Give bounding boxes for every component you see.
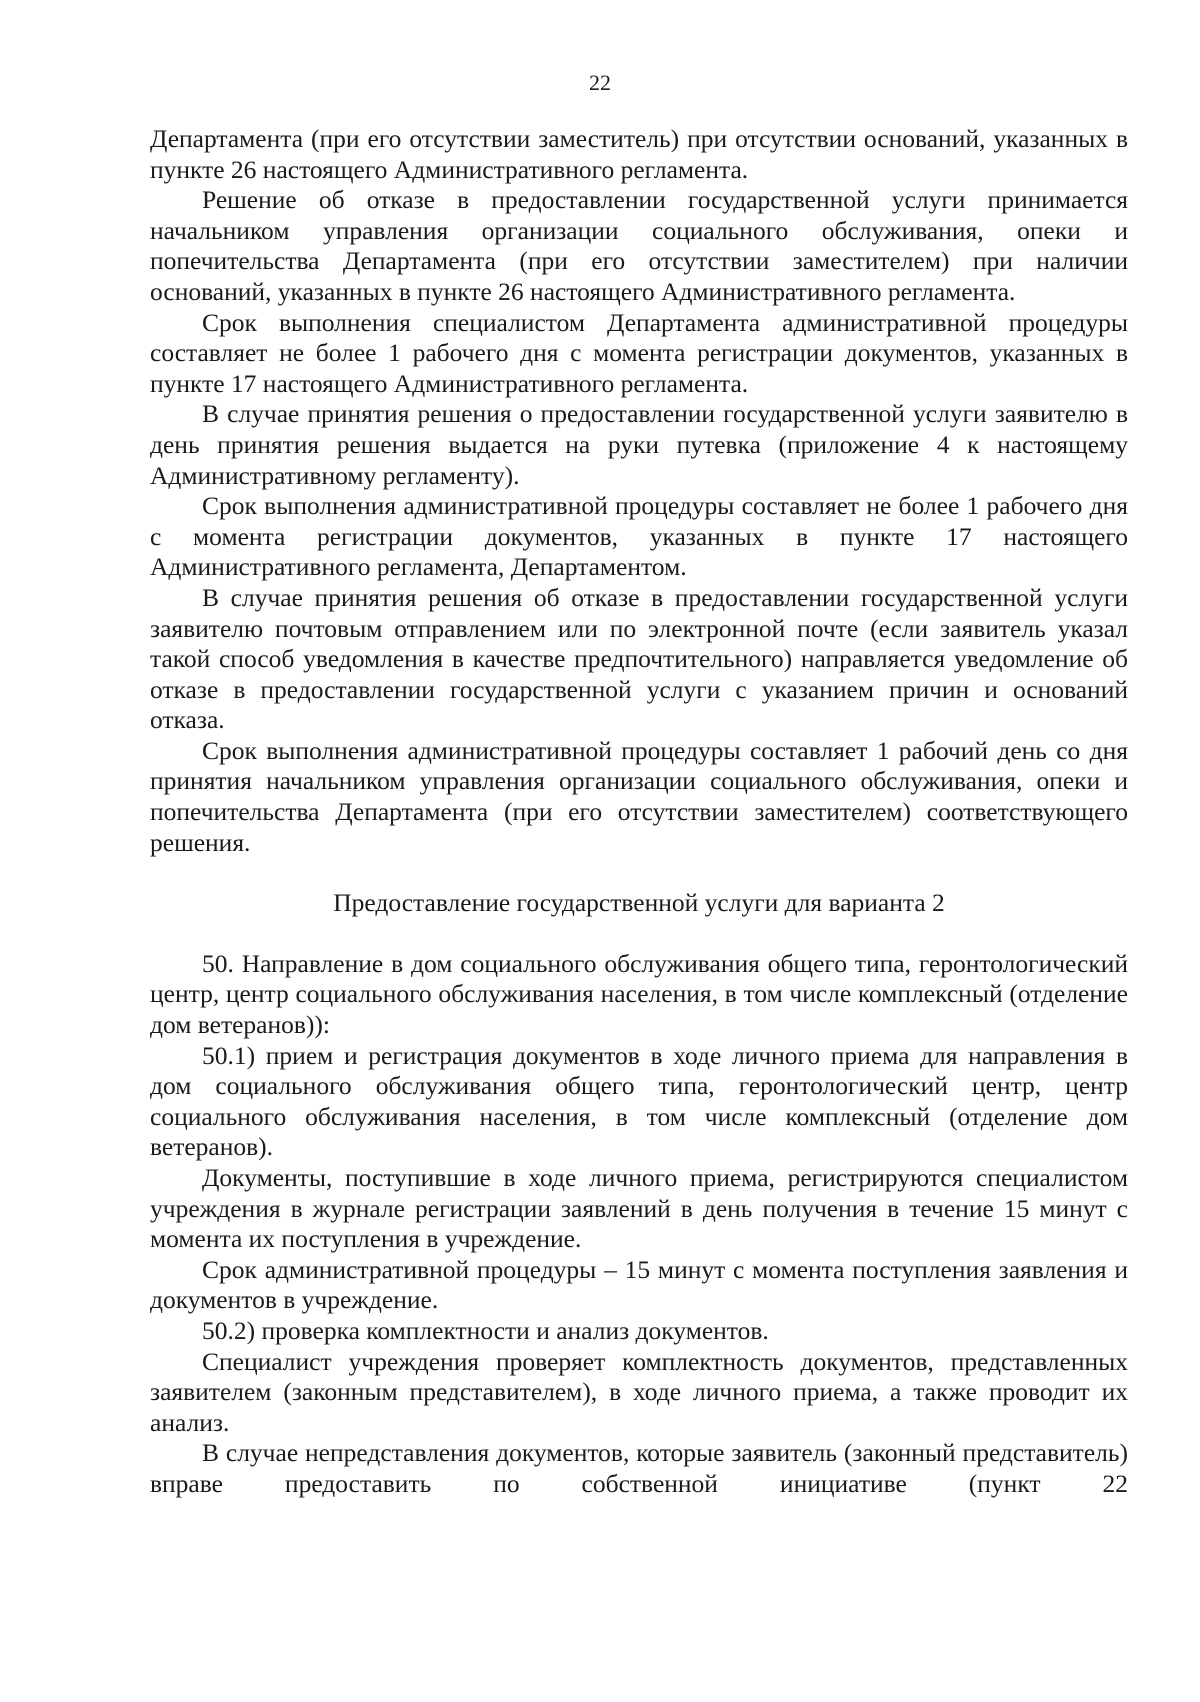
paragraph: Срок выполнения административной процедуры составляет не более 1 рабочего дня с момента регистрации документов, указанных в пункте 17 настоящего Административного регламента, Департаментом. — [150, 491, 1128, 582]
paragraph: 50.2) проверка комплектности и анализ документов. — [202, 1315, 769, 1345]
paragraph: В случае принятия решения об отказе в предоставлении государственной услуги заявителю почтовым отправлением или по электронной почте (если заявитель указал такой способ уведомления в качестве предпочтительного) направляется уведомление об отказе в предоставлении государственной услуги с указанием причин и оснований отказа. — [150, 582, 1128, 735]
paragraph: Департамента (при его отсутствии заместитель) при отсутствии оснований, указанных в пункте 26 настоящего Административного регламента. — [150, 124, 1128, 184]
document-body — [150, 124, 1128, 1500]
paragraph: Решение об отказе в предоставлении государственной услуги принимается начальником управления организации социального обслуживания, опеки и попечительства Департамента (при его отсутствии заместителем) при наличии оснований, указанных в пункте 26 настоящего Административного регламента. — [150, 185, 1128, 306]
paragraph: В случае принятия решения о предоставлении государственной услуги заявителю в день принятия решения выдается на руки путевка (приложение 4 к настоящему Административному регламенту). — [150, 399, 1128, 490]
paragraph: Срок административной процедуры – 15 минут с момента поступления заявления и документов в учреждение. — [150, 1254, 1128, 1315]
paragraph: Специалист учреждения проверяет комплектность документов, представленных заявителем (законным представителем), в ходе личного приема, а также проводит их анализ. — [150, 1346, 1128, 1437]
paragraph: В случае непредставления документов, которые заявитель (законный представитель) вправе предоставить по собственной инициативе (пункт 22 — [150, 1438, 1128, 1498]
paragraph: 50. Направление в дом социального обслуживания общего типа, геронтологический центр, центр социального обслуживания населения, в том числе комплексный (отделение дом ветеранов)): — [150, 948, 1128, 1040]
paragraph: 50.1) прием и регистрация документов в ходе личного приема для направления в дом социального обслуживания общего типа, геронтологический центр, центр социального обслуживания населения, в том числе комплексный (отделение дом ветеранов). — [150, 1040, 1128, 1162]
page-number: 22 — [589, 70, 611, 95]
paragraph: Документы, поступившие в ходе личного приема, регистрируются специалистом учреждения в журнале регистрации заявлений в день получения в течение 15 минут с момента их поступления в учреждение. — [150, 1163, 1128, 1254]
paragraph: Срок выполнения специалистом Департамента административной процедуры составляет не более 1 рабочего дня с момента регистрации документов, указанных в пункте 17 настоящего Административного регламента. — [150, 307, 1128, 398]
paragraph: Срок выполнения административной процедуры составляет 1 рабочий день со дня принятия начальником управления организации социального обслуживания, опеки и попечительства Департамента (при его отсутствии заместителем) соответствующего решения. — [150, 735, 1128, 857]
section-heading: Предоставление государственной услуги для варианта 2 — [333, 888, 945, 918]
